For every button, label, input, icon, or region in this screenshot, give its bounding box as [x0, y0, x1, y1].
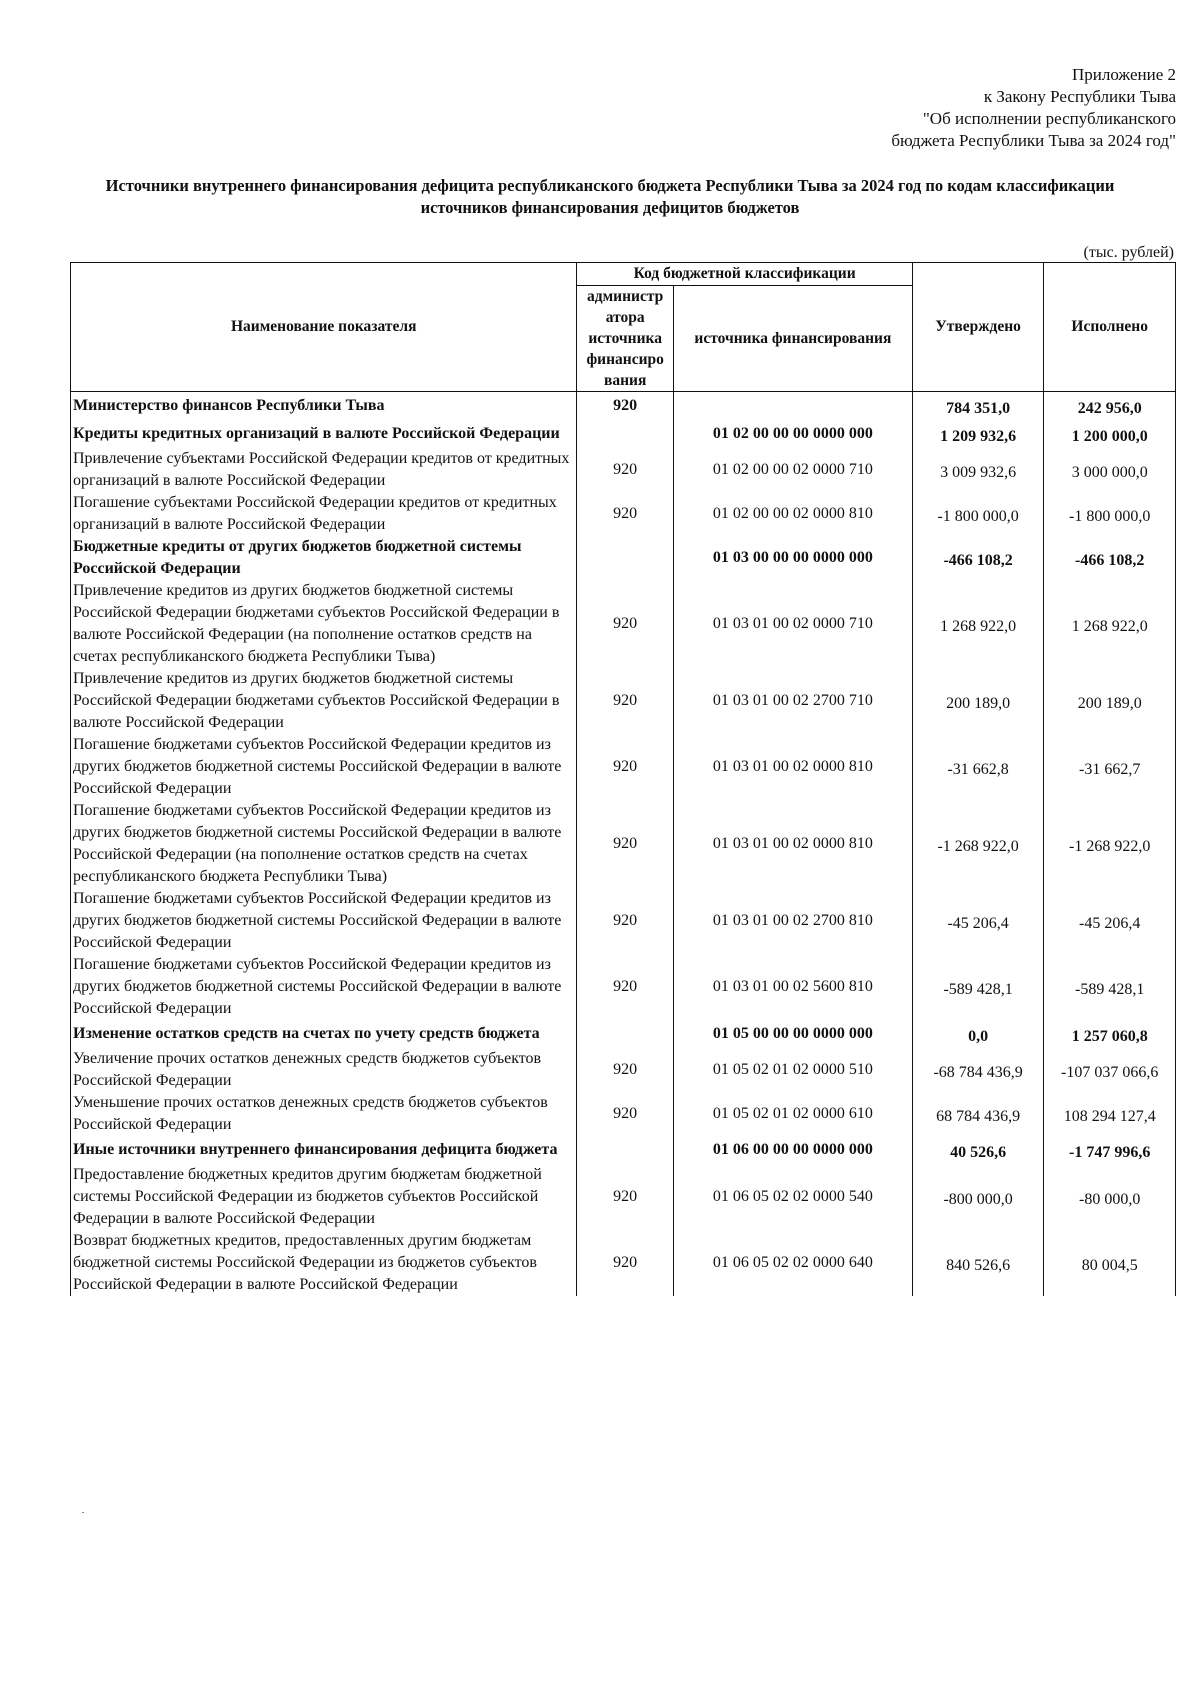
- executed-cell: -31 662,7: [1044, 734, 1176, 800]
- table-row: [71, 420, 1176, 448]
- title-line: источников финансирования дефицитов бюджетов: [420, 198, 800, 217]
- admin-cell: 920: [577, 1164, 673, 1230]
- table-row: [71, 536, 1176, 580]
- table-row: [71, 448, 1176, 492]
- admin-cell: [577, 1136, 673, 1164]
- executed-cell: -1 268 922,0: [1044, 800, 1176, 888]
- source-code-cell: 01 03 01 00 02 0000 710: [673, 580, 912, 668]
- executed-cell: -1 747 996,6: [1044, 1136, 1176, 1164]
- source-code-cell: 01 02 00 00 02 0000 810: [673, 492, 912, 536]
- admin-cell: [577, 1020, 673, 1048]
- header-code-group: Код бюджетной классификации: [577, 263, 912, 286]
- header-source: источника финансирования: [673, 286, 912, 392]
- appendix-header: [816, 64, 1176, 152]
- approved-cell: 40 526,6: [912, 1136, 1044, 1164]
- name-cell: Погашение бюджетами субъектов Российской Федерации кредитов из других бюджетов бюджетной системы Российской Федерации в валюте Российской Федерации: [71, 954, 577, 1020]
- source-code-cell: 01 05 02 01 02 0000 510: [673, 1048, 912, 1092]
- table-row: [71, 492, 1176, 536]
- header-admin-line: вания: [603, 372, 647, 389]
- header-executed: Исполнено: [1044, 263, 1176, 392]
- source-code-cell: 01 03 01 00 02 5600 810: [673, 954, 912, 1020]
- approved-cell: -466 108,2: [912, 536, 1044, 580]
- table-row: [71, 1164, 1176, 1230]
- admin-cell: [577, 536, 673, 580]
- source-code-cell: [673, 392, 912, 421]
- source-code-cell: 01 06 00 00 00 0000 000: [673, 1136, 912, 1164]
- admin-cell: 920: [577, 580, 673, 668]
- approved-cell: 0,0: [912, 1020, 1044, 1048]
- name-cell: Бюджетные кредиты от других бюджетов бюджетной системы Российской Федерации: [71, 536, 577, 580]
- name-cell: Погашение бюджетами субъектов Российской Федерации кредитов из других бюджетов бюджетной системы Российской Федерации в валюте Российской Федерации: [71, 734, 577, 800]
- approved-cell: -1 800 000,0: [912, 492, 1044, 536]
- appendix-line: Приложение 2: [1072, 65, 1176, 84]
- approved-cell: 784 351,0: [912, 392, 1044, 421]
- approved-cell: -45 206,4: [912, 888, 1044, 954]
- table-row: [71, 668, 1176, 734]
- executed-cell: -45 206,4: [1044, 888, 1176, 954]
- admin-cell: 920: [577, 448, 673, 492]
- header-admin-line: источника: [588, 330, 662, 347]
- name-cell: Предоставление бюджетных кредитов другим бюджетам бюджетной системы Российской Федерации из бюджетов субъектов Российской Федерации в валюте Российской Федерации: [71, 1164, 577, 1230]
- source-code-cell: 01 03 01 00 02 2700 810: [673, 888, 912, 954]
- admin-cell: 920: [577, 668, 673, 734]
- approved-cell: -800 000,0: [912, 1164, 1044, 1230]
- table-body: [71, 392, 1176, 1297]
- name-cell: Уменьшение прочих остатков денежных средств бюджетов субъектов Российской Федерации: [71, 1092, 577, 1136]
- units-label: (тыс. рублей): [1083, 244, 1174, 261]
- admin-cell: 920: [577, 734, 673, 800]
- name-cell: Министерство финансов Республики Тыва: [71, 392, 577, 421]
- table-row: [71, 800, 1176, 888]
- executed-cell: -466 108,2: [1044, 536, 1176, 580]
- approved-cell: 1 209 932,6: [912, 420, 1044, 448]
- table-row: [71, 1136, 1176, 1164]
- executed-cell: 3 000 000,0: [1044, 448, 1176, 492]
- executed-cell: 1 200 000,0: [1044, 420, 1176, 448]
- executed-cell: -80 000,0: [1044, 1164, 1176, 1230]
- table-row: [71, 734, 1176, 800]
- name-cell: Иные источники внутреннего финансирования дефицита бюджета: [71, 1136, 577, 1164]
- executed-cell: 1 257 060,8: [1044, 1020, 1176, 1048]
- executed-cell: 108 294 127,4: [1044, 1092, 1176, 1136]
- name-cell: Изменение остатков средств на счетах по учету средств бюджета: [71, 1020, 577, 1048]
- executed-cell: 1 268 922,0: [1044, 580, 1176, 668]
- table-row: [71, 1020, 1176, 1048]
- admin-cell: 920: [577, 1048, 673, 1092]
- name-cell: Кредиты кредитных организаций в валюте Российской Федерации: [71, 420, 577, 448]
- approved-cell: 68 784 436,9: [912, 1092, 1044, 1136]
- admin-cell: 920: [577, 1230, 673, 1296]
- source-code-cell: 01 03 00 00 00 0000 000: [673, 536, 912, 580]
- executed-cell: -589 428,1: [1044, 954, 1176, 1020]
- appendix-line: к Закону Республики Тыва: [983, 87, 1176, 106]
- appendix-line: бюджета Республики Тыва за 2024 год": [891, 131, 1176, 150]
- document-title: [60, 175, 1160, 219]
- admin-cell: 920: [577, 888, 673, 954]
- approved-cell: -589 428,1: [912, 954, 1044, 1020]
- approved-cell: 3 009 932,6: [912, 448, 1044, 492]
- name-cell: Погашение бюджетами субъектов Российской Федерации кредитов из других бюджетов бюджетной системы Российской Федерации в валюте Российской Федерации (на пополнение остатков средств на счетах республиканского бюджета Республики Тыва): [71, 800, 577, 888]
- table-row: [71, 1230, 1176, 1296]
- executed-cell: 200 189,0: [1044, 668, 1176, 734]
- table-row: [71, 392, 1176, 421]
- approved-cell: -1 268 922,0: [912, 800, 1044, 888]
- table-row: [71, 1048, 1176, 1092]
- source-code-cell: 01 06 05 02 02 0000 540: [673, 1164, 912, 1230]
- admin-cell: 920: [577, 800, 673, 888]
- table-row: [71, 888, 1176, 954]
- name-cell: Привлечение кредитов из других бюджетов бюджетной системы Российской Федерации бюджетами субъектов Российской Федерации в валюте Российской Федерации: [71, 668, 577, 734]
- source-code-cell: 01 05 00 00 00 0000 000: [673, 1020, 912, 1048]
- header-admin: [577, 286, 673, 392]
- source-code-cell: 01 06 05 02 02 0000 640: [673, 1230, 912, 1296]
- admin-cell: 920: [577, 1092, 673, 1136]
- table-row: [71, 1092, 1176, 1136]
- name-cell: Погашение бюджетами субъектов Российской Федерации кредитов из других бюджетов бюджетной системы Российской Федерации в валюте Российской Федерации: [71, 888, 577, 954]
- admin-cell: [577, 420, 673, 448]
- approved-cell: -68 784 436,9: [912, 1048, 1044, 1092]
- table-row: [71, 580, 1176, 668]
- appendix-line: "Об исполнении республиканского: [922, 109, 1176, 128]
- approved-cell: 1 268 922,0: [912, 580, 1044, 668]
- approved-cell: -31 662,8: [912, 734, 1044, 800]
- header-approved: Утверждено: [912, 263, 1044, 392]
- executed-cell: 242 956,0: [1044, 392, 1176, 421]
- source-code-cell: 01 03 01 00 02 2700 710: [673, 668, 912, 734]
- executed-cell: -1 800 000,0: [1044, 492, 1176, 536]
- admin-cell: 920: [577, 492, 673, 536]
- admin-cell: 920: [577, 954, 673, 1020]
- financing-sources-table: [70, 262, 1176, 1296]
- source-code-cell: 01 03 01 00 02 0000 810: [673, 734, 912, 800]
- source-code-cell: 01 02 00 00 02 0000 710: [673, 448, 912, 492]
- executed-cell: -107 037 066,6: [1044, 1048, 1176, 1092]
- title-line: Источники внутреннего финансирования дефицита республиканского бюджета Республики Тыва за 2024 год по кодам классификации: [105, 176, 1115, 195]
- scan-speck: [82, 1512, 84, 1513]
- header-admin-line: администр: [587, 288, 664, 305]
- header-admin-line: атора: [605, 309, 645, 326]
- header-admin-line: финансиро: [586, 351, 664, 368]
- admin-cell: 920: [577, 392, 673, 421]
- approved-cell: 200 189,0: [912, 668, 1044, 734]
- name-cell: Возврат бюджетных кредитов, предоставленных другим бюджетам бюджетной системы Российской Федерации из бюджетов субъектов Российской Федерации в валюте Российской Федерации: [71, 1230, 577, 1296]
- source-code-cell: 01 05 02 01 02 0000 610: [673, 1092, 912, 1136]
- name-cell: Погашение субъектами Российской Федерации кредитов от кредитных организаций в валюте Российской Федерации: [71, 492, 577, 536]
- source-code-cell: 01 02 00 00 00 0000 000: [673, 420, 912, 448]
- name-cell: Привлечение кредитов из других бюджетов бюджетной системы Российской Федерации бюджетами субъектов Российской Федерации в валюте Российской Федерации (на пополнение остатков средств на счетах республиканского бюджета Республики Тыва): [71, 580, 577, 668]
- name-cell: Привлечение субъектами Российской Федерации кредитов от кредитных организаций в валюте Российской Федерации: [71, 448, 577, 492]
- source-code-cell: 01 03 01 00 02 0000 810: [673, 800, 912, 888]
- approved-cell: 840 526,6: [912, 1230, 1044, 1296]
- header-name: Наименование показателя: [71, 263, 577, 392]
- executed-cell: 80 004,5: [1044, 1230, 1176, 1296]
- name-cell: Увеличение прочих остатков денежных средств бюджетов субъектов Российской Федерации: [71, 1048, 577, 1092]
- table-row: [71, 954, 1176, 1020]
